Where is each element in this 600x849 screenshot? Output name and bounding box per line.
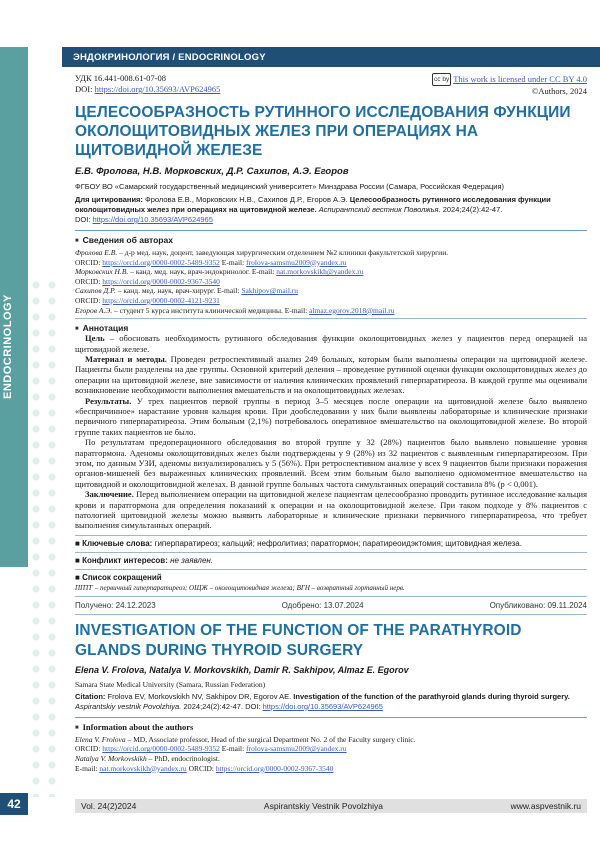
abbreviations-label: Список сокращений <box>82 572 162 582</box>
authors-en: Elena V. Frolova, Natalya V. Morkovskikh, Damir R. Sakhipov, Almaz E. Egorov <box>75 664 409 675</box>
author-info: – студент 5 курса института клинической медицины. E-mail: <box>112 305 310 315</box>
keywords-text: гиперпаратиреоз; кальций; нефролитиаз; паратгормон; паратиреоидэктомия; щитовидная железа. <box>152 538 522 548</box>
authors-ru: Е.В. Фролова, Н.В. Морковских, Д.Р. Сахипов, А.Э. Егоров <box>75 166 349 177</box>
abstract-header: ■ Аннотация <box>75 323 587 333</box>
doi-link[interactable]: https://doi.org/10.35693/AVP624965 <box>94 84 221 94</box>
orcid-label: ORCID: <box>75 257 103 267</box>
abbreviations-header: ■ Список сокращений <box>75 569 587 582</box>
sidebar <box>0 47 62 849</box>
email-link[interactable]: almaz.egorov.2018@mail.ru <box>309 305 395 315</box>
email-link[interactable]: frolova-samsmu2009@yandex.ru <box>246 744 347 754</box>
citation-en <box>75 692 587 712</box>
citation-doi-link[interactable]: https://doi.org/10.35693/AVP624965 <box>92 215 213 224</box>
title-ru: ЦЕЛЕСООБРАЗНОСТЬ РУТИННОГО ИССЛЕДОВАНИЯ ФУНКЦИИ ОКОЛОЩИТОВИДНЫХ ЖЕЛЕЗ ПРИ ОПЕРАЦИЯХ НА ЩИТОВИДНОЙ ЖЕЛЕЗЕ <box>75 104 571 159</box>
orcid-link[interactable]: https://orcid.org/0000-0002-5489-9352 <box>102 744 220 754</box>
date-published: Опубликовано: 09.11.2024 <box>489 600 587 610</box>
methods-label: Материал и методы. <box>85 353 167 364</box>
abstract-results <box>75 396 587 438</box>
conflict-ru: ■ Конфликт интересов: не заявлен. <box>75 552 587 565</box>
author-name: Морковских Н.В. <box>75 267 129 277</box>
article <box>75 73 587 776</box>
section-header: ЭНДОКРИНОЛОГИЯ / ENDOCRINOLOGY <box>62 47 600 67</box>
about-authors-header: ■ Сведения об авторах <box>75 230 587 245</box>
orcid-label: ORCID: <box>75 744 103 754</box>
author-name: Natalya V. Morkovskikh <box>75 754 147 764</box>
doi-label: DOI: <box>75 84 93 94</box>
email-link[interactable]: nat.morkovskikh@yandex.ru <box>276 267 364 277</box>
keywords-label: Ключевые слова: <box>82 538 153 548</box>
license-link[interactable]: This work is licensed under CC BY 4.0 <box>453 74 587 84</box>
citation-authors: Фролова Е.В., Морковских Н.В., Сахипов Д.Р., Егоров А.Э. <box>145 195 348 204</box>
citation-doi-label: DOI: <box>75 215 91 224</box>
citation-doi-link[interactable]: https://doi.org/10.35693/AVP624965 <box>262 701 383 711</box>
date-received: Получено: 24.12.2023 <box>75 600 156 610</box>
orcid-label: ORCID: <box>186 763 216 773</box>
orcid-link[interactable]: https://orcid.org/0000-0002-9367-3540 <box>102 276 220 286</box>
citation-title: Целесообразность рутинного исследования функции околощитовидных желез при операциях на щитовидной железе. <box>75 195 551 214</box>
sidebar-label: ENDOCRINOLOGY <box>2 294 14 400</box>
aim-text: – обосновать необходимость рутинного обследования функции околощитовидных желез у пациентов перед операцией на щитовидной железе. <box>75 333 587 354</box>
affiliation-en: Samara State Medical University (Samara, Russian Federation) <box>75 679 266 689</box>
date-approved: Одобрено: 13.07.2024 <box>281 600 364 610</box>
citation-ru <box>75 195 587 225</box>
results-label: Результаты. <box>85 395 132 406</box>
abstract-aim <box>75 333 587 354</box>
email-link[interactable]: frolova-samsmu2009@yandex.ru <box>246 257 347 267</box>
citation-label: Citation: <box>75 691 106 701</box>
email-label: E-mail: <box>219 744 247 754</box>
results-text: У трех пациентов первой группы в период 3–5 месяцев после операции на щитовидной железе было выявлено «беспричинное» нарастание уровня кальция крови. При дообследовании у них были выявлены лабораторные и клинические признаки первичного гиперпаратиреоза. Этим больным (2,1%) потребовалось оперативное вмешательство на околощитовидной железе. Во второй группе таких пациентов не было. <box>75 395 587 437</box>
citation-journal: Aspirantskiy vestnik Povolzhiya. <box>75 701 182 711</box>
abstract-methods <box>75 354 587 396</box>
email-link[interactable]: nat.morkovskikh@yandex.ru <box>99 763 187 773</box>
author-info: – д-р мед. наук, доцент, заведующая хирургическим отделением №2 клиники факультетской хирургии. <box>117 248 449 257</box>
email-link[interactable]: Sakhipov@mail.ru <box>241 286 299 296</box>
udk: УДК 16.441-008.61-07-08 <box>75 73 166 83</box>
about-authors-ru <box>75 248 587 319</box>
hex-pattern <box>28 277 62 797</box>
email-label: E-mail: <box>219 257 247 267</box>
citation-details: 2024;24(2):42-47. <box>442 205 503 214</box>
citation-label: Для цитирования: <box>75 195 143 204</box>
page-number: 42 <box>0 793 28 815</box>
email-label: E-mail: <box>75 763 100 773</box>
affiliation-ru: ФГБОУ ВО «Самарский государственный медицинский университет» Минздрава России (Самара, Российская Федерация) <box>75 182 505 191</box>
title-en: INVESTIGATION OF THE FUNCTION OF THE PARATHYROID GLANDS DURING THYROID SURGERY <box>75 621 522 659</box>
dates <box>75 601 587 615</box>
orcid-link[interactable]: https://orcid.org/0000-0002-4121-9231 <box>102 295 220 305</box>
conclusion-label: Заключение. <box>85 489 134 500</box>
author-name: Фролова Е.В. <box>75 248 118 257</box>
conclusion-text: Перед выполнением операции на щитовидной железе пациентам целесообразно проводить рутинное исследование кальция крови и паратгормона для определения показаний к операции и на околощитовидной железе. При таком подходе у 8% пациентов с патологией щитовидной железы можно выявить лабораторные и клинические признаки первичного гиперпаратиреоза, что требует выполнения симультанных операций. <box>75 489 587 531</box>
author-info: – канд. мед. наук, врач-хирург. E-mail: <box>115 286 242 296</box>
about-authors-en-header: ■ Information about the authors <box>75 717 587 732</box>
citation-authors: Frolova EV, Morkovskikh NV, Sakhipov DR, Egorov AE. <box>105 691 292 701</box>
conflict-label: Конфликт интересов: <box>82 555 168 565</box>
orcid-link[interactable]: https://orcid.org/0000-0002-9367-3540 <box>215 763 334 773</box>
footer-website: www.aspvestnik.ru <box>510 801 581 811</box>
footer <box>75 799 587 813</box>
methods-text: Проведен ретроспективный анализ 249 больных, которым были выполнены операции на щитовидной железе. Пациенты были разделены на две группы. Основной критерий деления – проведение рутинной оценки функции околощитовидных желез до операции на щитовидной железе, вне зависимости от наличия клинических проявлений гиперпаратиреоза. В каждой группе мы оценивали возникновение необходимости выполнения вмешательств и на околощитовидных железах. <box>75 353 587 396</box>
author-name: Сахипов Д.Р. <box>75 286 116 296</box>
abstract-conclusion <box>75 489 587 531</box>
cc-by-icon: cc by <box>432 73 451 86</box>
meta-block <box>75 73 587 95</box>
author-info: – канд. мед. наук, врач-эндокринолог. E-mail: <box>128 267 277 277</box>
orcid-label: ORCID: <box>75 295 103 305</box>
keywords-ru: ■ Ключевые слова: гиперпаратиреоз; кальций; нефролитиаз; паратгормон; паратиреоидэктомия; щитовидная железа. <box>75 535 587 548</box>
orcid-label: ORCID: <box>75 276 103 286</box>
author-name: Elena V. Frolova <box>75 734 126 744</box>
orcid-link[interactable]: https://orcid.org/0000-0002-5489-9352 <box>102 257 220 267</box>
author-info: – PhD, endocrinologist. <box>146 754 220 764</box>
top-margin <box>0 0 600 45</box>
citation-details: 2024;24(2):42-47. DOI: <box>181 701 263 711</box>
conflict-text: не заявлен. <box>167 555 214 565</box>
aim-label: Цель <box>85 333 105 344</box>
abbreviations-text: ППТГ – первичный гиперпаратиреоз; ОЩЖ – околощитовидная железа; ВГН – возвратный гортанный нерв. <box>75 584 587 597</box>
footer-volume: Vol. 24(2)2024 <box>81 801 137 811</box>
copyright: ©Authors, 2024 <box>531 86 587 96</box>
citation-journal: Аспирантский вестник Поволжья. <box>318 205 441 214</box>
citation-title: Investigation of the function of the parathyroid glands during thyroid surgery. <box>291 691 570 701</box>
author-name: Егоров А.Э. <box>75 305 113 315</box>
abstract-ru <box>75 333 587 531</box>
about-authors-en <box>75 735 587 776</box>
author-info: – MD, Associate professor, Head of the surgical Department No. 2 of the Faculty surgery clinic. <box>125 734 416 744</box>
abstract-results-2: По результатам предоперационного обследования во второй группе у 32 (28%) пациентов было выявлено повышение уровня паратгормона. Аденомы околощитовидных желез были подтверждены у 9 (28%) из 32 пациентов с выявленным гиперпаратиреозом. При этом, по данным УЗИ, аденомы визуализировались у 5 (56%). При ретроспективном анализе у всех 9 пациентов были признаки поражения органов-мишеней без выраженных клинических проявлений. Всем этим больным было выполнено одномоментное вмешательство на щитовидной и околощитовидной железах. В данной группе больных частота симультанных операций составила 8% (p < 0,001). <box>75 437 587 489</box>
footer-journal: Aspirantskiy Vestnik Povolzhiya <box>263 801 383 811</box>
